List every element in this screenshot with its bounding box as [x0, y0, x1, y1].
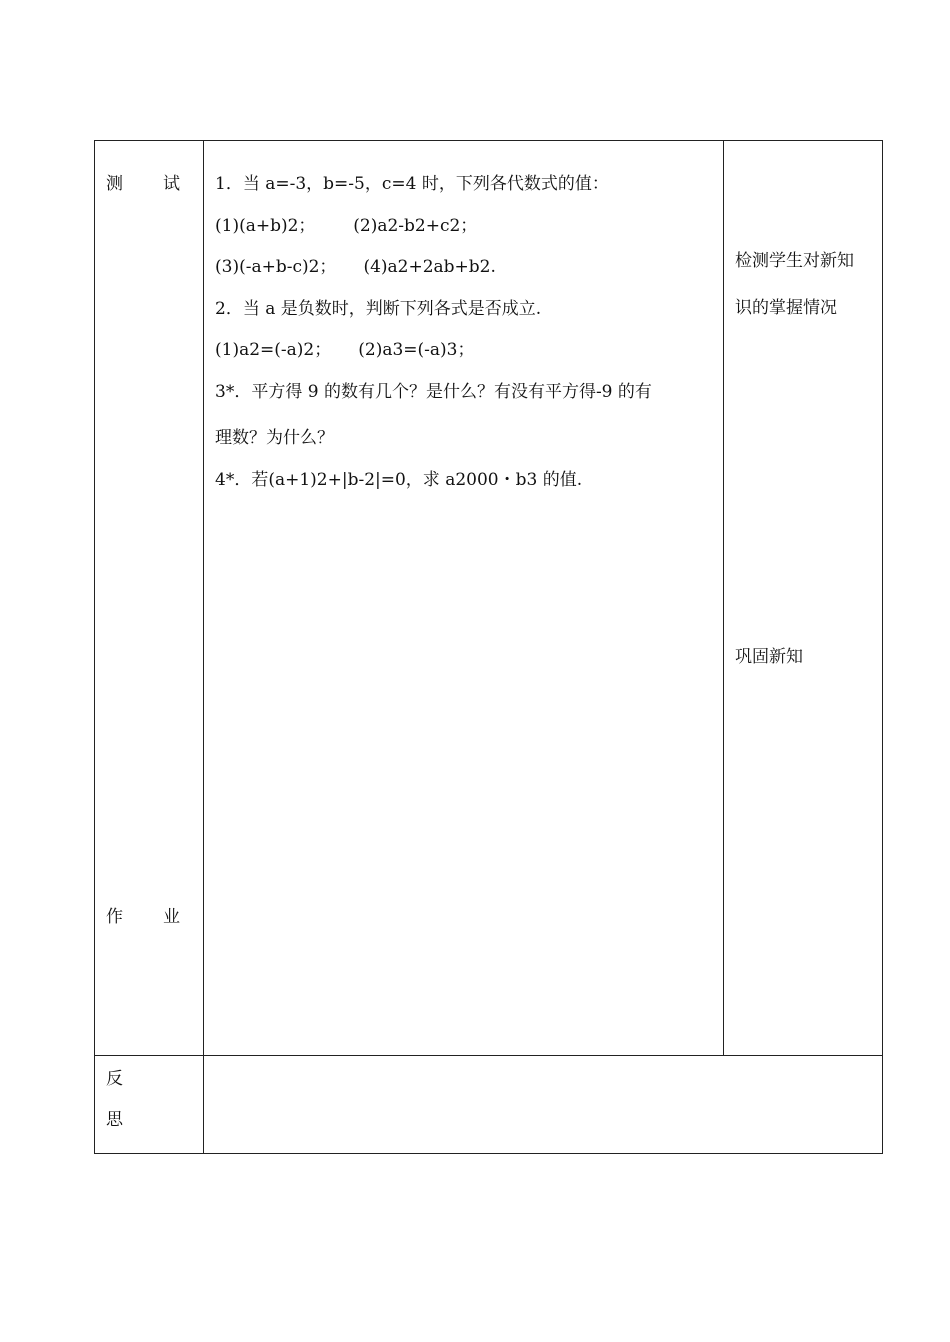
note-check-line-2: 识的掌握情况 — [735, 298, 837, 318]
question-line-5: (1)a2=(-a)2； (2)a3=(-a)3； — [215, 340, 475, 360]
table-border-bottom — [94, 1153, 883, 1154]
row-divider — [94, 1055, 883, 1056]
label-homework-char1: 作 — [106, 907, 123, 927]
label-reflection-char1: 反 — [106, 1069, 123, 1089]
table-border-left — [94, 140, 95, 1154]
question-line-8: 4*．若(a+1)2+|b-2|=0，求 a2000・b3 的值. — [215, 470, 583, 490]
label-test-char1: 测 — [106, 174, 123, 194]
note-check-line-1: 检测学生对新知 — [735, 251, 854, 271]
question-line-7: 理数？为什么？ — [215, 428, 334, 448]
column-divider-1 — [203, 140, 204, 1154]
note-consolidate: 巩固新知 — [735, 647, 803, 667]
question-line-2: (1)(a+b)2； (2)a2-b2+c2； — [215, 216, 478, 236]
table-border-top — [94, 140, 883, 141]
label-reflection-char2: 思 — [106, 1110, 123, 1130]
label-test-char2: 试 — [163, 174, 180, 194]
label-homework — [106, 907, 180, 927]
question-line-1: 1．当 a=-3，b=-5，c=4 时，下列各代数式的值： — [215, 174, 609, 194]
question-line-4: 2．当 a 是负数时，判断下列各式是否成立. — [215, 299, 542, 319]
label-test — [106, 174, 180, 194]
table-border-right — [882, 140, 883, 1154]
label-homework-char2: 业 — [163, 907, 180, 927]
question-line-3: (3)(-a+b-c)2； (4)a2+2ab+b2. — [215, 257, 496, 277]
column-divider-2 — [723, 140, 724, 1055]
question-line-6: 3*．平方得 9 的数有几个？是什么？有没有平方得-9 的有 — [215, 382, 652, 402]
